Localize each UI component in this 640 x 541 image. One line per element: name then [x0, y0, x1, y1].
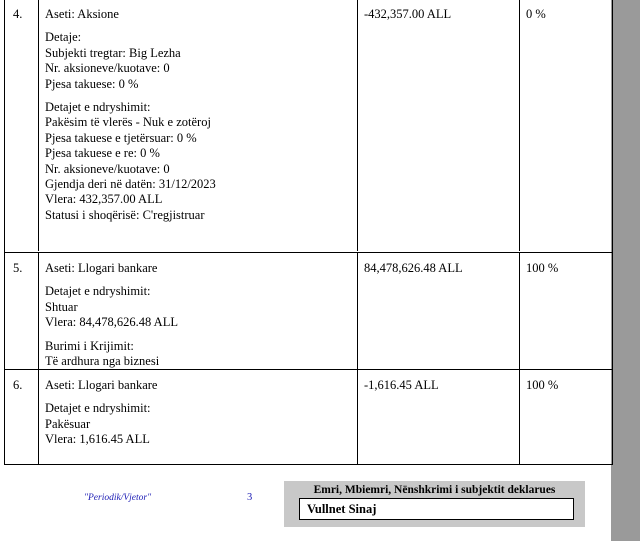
- change-line: Statusi i shoqërisë: C'regjistruar: [45, 207, 205, 222]
- ownership-percent: 100 %: [526, 378, 559, 392]
- row-number: 5.: [13, 261, 23, 275]
- detail-line: Pjesa takuese: 0 %: [45, 76, 139, 91]
- change-details-label: Detajet e ndryshimit:: [45, 284, 151, 299]
- change-line: Shtuar: [45, 299, 78, 314]
- row-number: 6.: [13, 378, 23, 392]
- declarant-box: [284, 481, 585, 527]
- asset-value: -1,616.45 ALL: [364, 378, 439, 392]
- change-line: Pakësuar: [45, 416, 91, 431]
- change-details-label: Detajet e ndryshimit:: [45, 401, 151, 416]
- asset-description: [45, 378, 157, 448]
- change-line: Gjendja deri në datën: 31/12/2023: [45, 177, 216, 192]
- origin-value: Të ardhura nga biznesi: [45, 354, 160, 369]
- asset-description: [45, 261, 178, 369]
- change-line: Pakësim të vlerës - Nuk e zotëroj: [45, 115, 211, 130]
- asset-value: 84,478,626.48 ALL: [364, 261, 463, 275]
- declarant-name: Vullnet Sinaj: [307, 502, 377, 516]
- origin-label: Burimi i Krijimit:: [45, 338, 134, 353]
- change-line: Nr. aksioneve/kuotave: 0: [45, 161, 170, 176]
- table-row: [5, 0, 612, 251]
- asset-description: [45, 7, 216, 223]
- assets-table: [4, 0, 613, 465]
- page-edge-bar: [611, 0, 640, 541]
- change-line: Vlera: 432,357.00 ALL: [45, 192, 163, 207]
- detail-line: Nr. aksioneve/kuotave: 0: [45, 61, 170, 76]
- page-number: 3: [247, 492, 253, 503]
- declarant-name-field: [299, 498, 574, 520]
- asset-type: Aseti: Llogari bankare: [45, 261, 158, 275]
- change-line: Vlera: 84,478,626.48 ALL: [45, 315, 178, 330]
- change-line: Vlera: 1,616.45 ALL: [45, 432, 150, 447]
- change-details-label: Detajet e ndryshimit:: [45, 100, 151, 115]
- table-row: [5, 369, 612, 465]
- table-row: [5, 252, 612, 369]
- detail-line: Subjekti tregtar: Big Lezha: [45, 45, 181, 60]
- period-label: "Periodik/Vjetor": [84, 493, 152, 503]
- change-line: Pjesa takuese e tjetërsuar: 0 %: [45, 130, 197, 145]
- declarant-title: Emri, Mbiemri, Nënshkrimi i subjektit deklarues: [313, 484, 556, 496]
- asset-type: Aseti: Aksione: [45, 7, 119, 21]
- asset-type: Aseti: Llogari bankare: [45, 378, 158, 392]
- change-line: Pjesa takuese e re: 0 %: [45, 146, 160, 161]
- details-label: Detaje:: [45, 30, 82, 45]
- ownership-percent: 0 %: [526, 7, 546, 21]
- asset-value: -432,357.00 ALL: [364, 7, 452, 21]
- ownership-percent: 100 %: [526, 261, 559, 275]
- row-number: 4.: [13, 7, 23, 21]
